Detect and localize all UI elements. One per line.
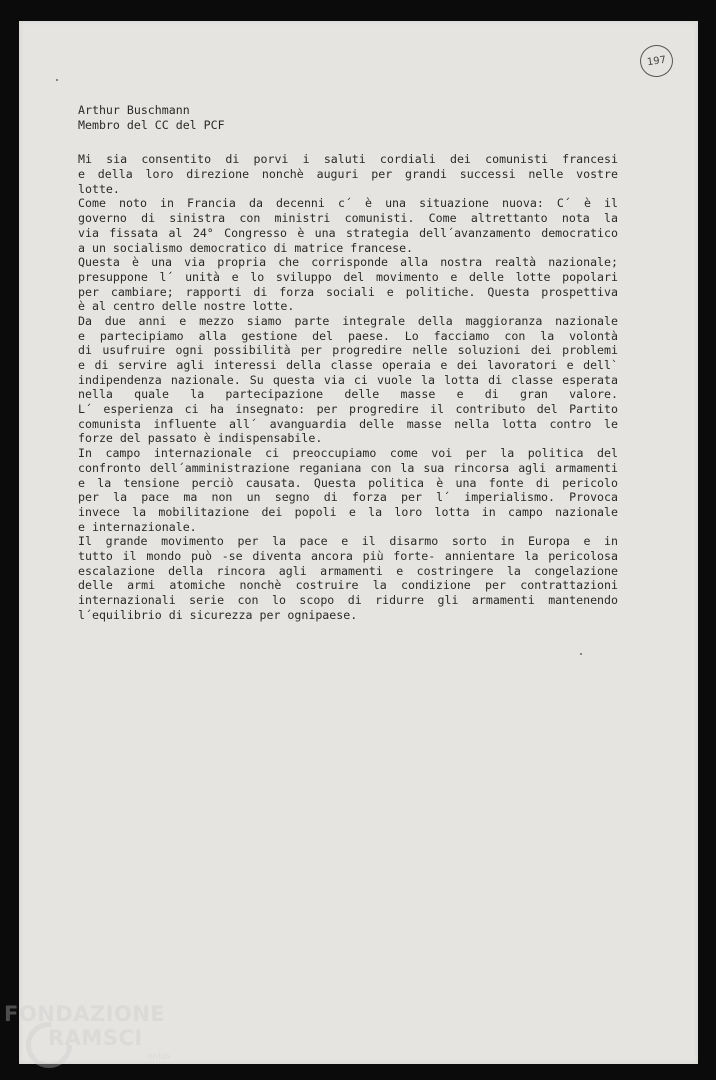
paper-speck	[580, 653, 582, 655]
body-line: Da due anni e mezzo siamo parte integrale della maggioranza nazionale	[78, 313, 618, 328]
body-line: invece la mobilitazione dei popoli e la loro lotta in campo nazionale	[78, 504, 618, 519]
author-name: Arthur Buschmann	[78, 103, 190, 117]
watermark-line-2: RAMSCI	[48, 1026, 143, 1050]
body-line: indipendenza nazionale. Su questa via ci vuole la lotta di classe esperata	[78, 372, 618, 387]
body-line: e di servire agli interessi della classe operaia e dei lavoratori e dell`	[78, 358, 618, 372]
watermark-line-3: onlus	[147, 1052, 172, 1062]
body-line: nella quale la partecipazione delle masse e di gran valore.	[78, 387, 618, 402]
body-line: presuppone l´ unità e lo sviluppo del movimento e delle lotte popolari	[78, 269, 618, 284]
body-line: internazionali serie con lo scopo di ridurre gli armamenti mantenendo	[78, 593, 618, 607]
body-line: per cambiare; rapporti di forza sociali e politiche. Questa prospettiva	[78, 284, 618, 299]
body-line: Questa è una via propria che corrisponde alla nostra realtà nazionale;	[78, 255, 618, 270]
body-line: L´ esperienza ci ha insegnato: per progredire il contributo del Partito	[78, 402, 618, 417]
body-line: In campo internazionale ci preoccupiamo come voi per la politica del	[78, 446, 618, 461]
body-line: tutto il mondo può -se diventa ancora più forte- annientare la pericolosa	[78, 548, 618, 563]
body-line: a un socialismo democratico di matrice francese.	[78, 240, 414, 255]
body-line: e della loro direzione nonchè auguri per grandi successi nelle vostre	[78, 167, 618, 182]
body-line: per la pace ma non un segno di forza per l´ imperialismo. Provoca	[78, 490, 618, 505]
body-line: e la tensione perciò causata. Questa politica è una fonte di pericolo	[78, 475, 618, 490]
body-line: Il grande movimento per la pace e il disarmo sorto in Europa e in	[78, 534, 618, 549]
body-line: via fissata al 24° Congresso è una strategia dell´avanzamento democratico	[78, 225, 618, 240]
body-line: forze del passato è indispensabile.	[78, 431, 323, 446]
body-line: delle armi atomiche nonchè costruire la condizione per contrattazioni	[78, 578, 618, 593]
watermark-line-1: FONDAZIONE	[4, 1002, 166, 1026]
body-line: governo di sinistra con ministri comunisti. Come altrettanto nota la	[78, 211, 618, 226]
body-line: e partecipiamo alla gestione del paese. Lo facciamo con la volontà	[78, 328, 618, 343]
watermark-logo	[4, 1000, 184, 1080]
body-line: l´equilibrio di sicurezza per ognipaese.	[78, 607, 358, 622]
archive-number-stamp: 197	[638, 43, 675, 79]
body-line: è al centro delle nostre lotte.	[78, 299, 295, 314]
paper-speck	[56, 79, 58, 81]
body-line: comunista influente all´ avanguardia delle masse nella lotta contro le	[78, 416, 618, 431]
body-line: lotte.	[78, 181, 120, 196]
body-line: escalazione della rincora agli armamenti e costringere la congelazione	[78, 563, 618, 578]
letter-text	[78, 103, 618, 622]
body-line: confronto dell´amministrazione reganiana con la sua rincorsa agli armamenti	[78, 460, 618, 475]
author-role: Membro del CC del PCF	[78, 117, 225, 132]
body-line: e internazionale.	[78, 519, 197, 534]
body-line: di usufruire ogni possibilità per progredire nelle soluzioni dei problemi	[78, 343, 618, 358]
letter-body	[78, 152, 618, 622]
body-line: Mi sia consentito di porvi i saluti cordiali dei comunisti francesi	[78, 152, 618, 167]
paragraph-gap	[78, 132, 618, 152]
document-page	[19, 21, 698, 1064]
body-line: Come noto in Francia da decenni c´ è una situazione nuova: C´ è il	[78, 196, 618, 211]
